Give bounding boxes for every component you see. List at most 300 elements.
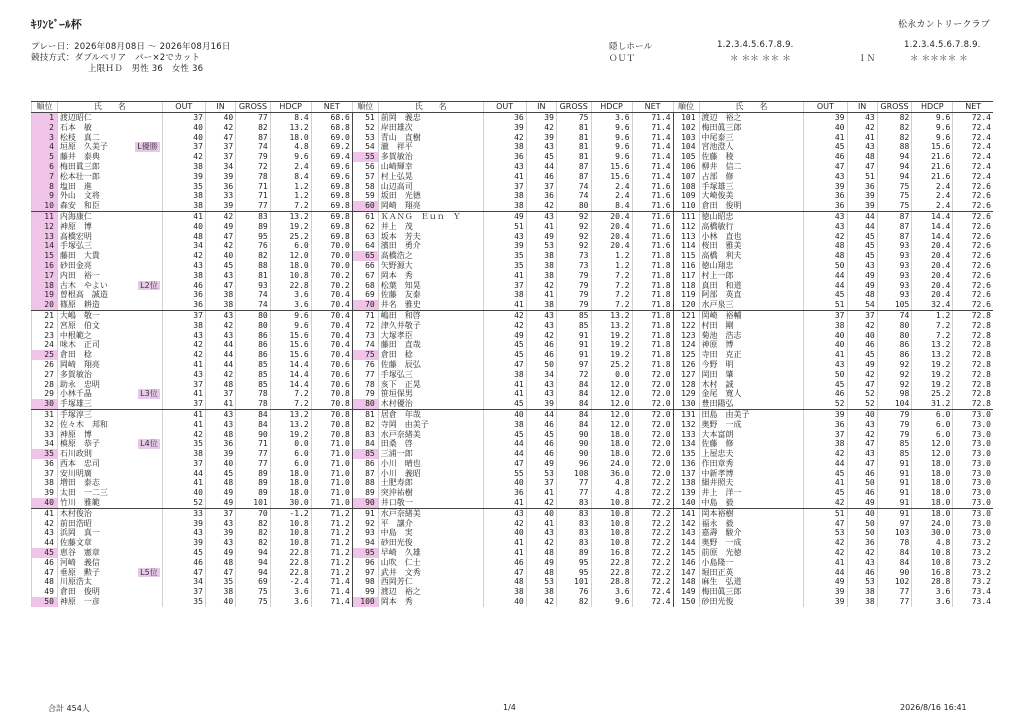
player-name-cell: 小林 直也 xyxy=(699,232,804,242)
out-score: 41 xyxy=(162,360,205,370)
in-score: 38 xyxy=(526,300,556,310)
handicap: 18.0 xyxy=(591,449,632,459)
gross-score: 92 xyxy=(877,380,912,390)
player-name-cell: 渡辺 裕之 xyxy=(699,113,804,123)
rank-cell: 29 xyxy=(32,389,58,399)
rank-cell: 4 xyxy=(32,142,58,152)
gross-score: 79 xyxy=(556,281,591,291)
rank-cell: 72 xyxy=(352,321,378,331)
handicap: 19.2 xyxy=(912,370,953,380)
net-score: 71.0 xyxy=(311,449,352,459)
in-score: 46 xyxy=(526,449,556,459)
net-score: 71.8 xyxy=(632,340,673,350)
rank-cell: 1 xyxy=(32,113,58,123)
player-name-cell: 浜岡 真一 xyxy=(57,528,162,538)
in-score: 44 xyxy=(847,211,877,221)
net-score: 71.6 xyxy=(632,222,673,232)
handicap: 3.6 xyxy=(270,300,311,310)
player-name-cell: 岡本裕樹 xyxy=(699,508,804,518)
out-score: 47 xyxy=(804,519,847,529)
player-name: 垣原 久美子 xyxy=(59,142,108,152)
out-score: 40 xyxy=(804,123,847,133)
out-score: 45 xyxy=(804,290,847,300)
player-name-cell: 坂田 光德 xyxy=(378,191,483,201)
table-row xyxy=(32,430,994,440)
in-score: 44 xyxy=(526,162,556,172)
in-score: 50 xyxy=(847,528,877,538)
gross-score: 92 xyxy=(877,360,912,370)
gross-score: 84 xyxy=(556,420,591,430)
net-score: 72.6 xyxy=(953,281,993,291)
in-score: 43 xyxy=(526,211,556,221)
gross-score: 83 xyxy=(556,508,591,518)
gross-score: 82 xyxy=(877,133,912,143)
gross-score: 79 xyxy=(877,420,912,430)
handicap: 7.2 xyxy=(270,201,311,211)
player-name-cell: 多賀敏治 xyxy=(57,370,162,380)
in-score: 43 xyxy=(526,528,556,538)
in-score: 48 xyxy=(205,478,235,488)
handicap: 14.4 xyxy=(912,222,953,232)
player-name-cell: 笹垣保男 xyxy=(378,389,483,399)
gross-score: 90 xyxy=(236,430,271,440)
gross-score: 97 xyxy=(877,519,912,529)
in-score: 38 xyxy=(205,300,235,310)
player-name-cell: 恵谷 憲章 xyxy=(57,548,162,558)
handicap: 18.0 xyxy=(270,469,311,479)
handicap: 20.4 xyxy=(912,281,953,291)
out-score: 39 xyxy=(804,597,847,607)
handicap: 6.0 xyxy=(912,409,953,419)
net-score: 70.4 xyxy=(311,331,352,341)
net-score: 72.0 xyxy=(632,409,673,419)
handicap: 2.4 xyxy=(591,191,632,201)
gross-score: 82 xyxy=(877,113,912,123)
column-header: NET xyxy=(953,102,993,113)
in-score: 40 xyxy=(847,508,877,518)
handicap: 18.0 xyxy=(270,261,311,271)
out-score: 38 xyxy=(483,420,526,430)
out-score: 46 xyxy=(162,558,205,568)
player-name-cell: 細井照夫 xyxy=(699,478,804,488)
player-name-cell: 田桑 啓 xyxy=(378,439,483,449)
net-score: 69.2 xyxy=(311,142,352,152)
player-name-cell: 竹川 雅範 xyxy=(57,498,162,508)
rank-cell: 150 xyxy=(673,597,699,607)
rank-cell: 130 xyxy=(673,399,699,409)
out-score: 40 xyxy=(483,409,526,419)
player-name-cell: 田島 由美子 xyxy=(699,409,804,419)
handicap: 25.2 xyxy=(270,232,311,242)
out-score: 44 xyxy=(804,459,847,469)
in-score: 47 xyxy=(205,232,235,242)
rank-cell: 53 xyxy=(352,133,378,143)
rank-cell: 47 xyxy=(32,568,58,578)
handicap: 19.2 xyxy=(912,380,953,390)
in-score: 49 xyxy=(526,558,556,568)
player-name-cell: 占部 修 xyxy=(699,172,804,182)
table-row xyxy=(32,508,994,518)
player-name-cell: 木村優治 xyxy=(378,399,483,409)
gross-score: 84 xyxy=(556,409,591,419)
player-name-cell: 西本 忠司 xyxy=(57,459,162,469)
rank-cell: 54 xyxy=(352,142,378,152)
out-score: 47 xyxy=(483,459,526,469)
rank-cell: 88 xyxy=(352,478,378,488)
rank-cell: 129 xyxy=(673,389,699,399)
handicap: 19.2 xyxy=(270,222,311,232)
net-score: 71.4 xyxy=(311,597,352,607)
table-header xyxy=(32,102,994,113)
handicap: 10.8 xyxy=(591,498,632,508)
player-name-cell: 砂田金亮 xyxy=(57,261,162,271)
total-players: 合計 454人 xyxy=(48,704,90,713)
gross-score: 75 xyxy=(877,191,912,201)
ladies-rank-badge: L5位 xyxy=(140,567,158,577)
out-score: 41 xyxy=(804,558,847,568)
handicap: 12.0 xyxy=(591,389,632,399)
gross-score: 82 xyxy=(556,597,591,607)
net-score: 72.2 xyxy=(632,498,673,508)
handicap: 10.8 xyxy=(270,271,311,281)
rank-cell: 38 xyxy=(32,478,58,488)
rank-cell: 60 xyxy=(352,201,378,211)
player-name-cell: 岡崎 翔亮 xyxy=(57,360,162,370)
column-header: 氏 名 xyxy=(57,102,162,113)
out-score: 38 xyxy=(483,191,526,201)
player-name-cell: 金尾 寛人 xyxy=(699,389,804,399)
handicap: 12.0 xyxy=(591,399,632,409)
net-score: 70.2 xyxy=(311,281,352,291)
rank-cell: 123 xyxy=(673,331,699,341)
out-score: 37 xyxy=(162,459,205,469)
table-row xyxy=(32,439,994,449)
gross-score: 75 xyxy=(236,597,271,607)
net-score: 73.0 xyxy=(953,449,993,459)
handicap: 1.2 xyxy=(591,251,632,261)
club-name: 松永カントリークラブ xyxy=(898,20,991,30)
gross-score: 91 xyxy=(877,459,912,469)
table-row xyxy=(32,142,994,152)
in-score: 46 xyxy=(847,340,877,350)
handicap: 20.4 xyxy=(912,290,953,300)
table-row xyxy=(32,449,994,459)
net-score: 71.6 xyxy=(632,191,673,201)
rank-cell: 5 xyxy=(32,152,58,162)
rank-cell: 145 xyxy=(673,548,699,558)
net-score: 73.0 xyxy=(953,459,993,469)
column-header: HDCP xyxy=(270,102,311,113)
rank-cell: 48 xyxy=(32,577,58,587)
in-score: 43 xyxy=(205,538,235,548)
rank-cell: 100 xyxy=(352,597,378,607)
net-score: 71.8 xyxy=(632,251,673,261)
in-score: 38 xyxy=(526,261,556,271)
out-score: 51 xyxy=(483,222,526,232)
net-score: 71.0 xyxy=(311,488,352,498)
out-score: 41 xyxy=(804,133,847,143)
out-score: 41 xyxy=(162,478,205,488)
gross-score: 74 xyxy=(236,142,271,152)
handicap: 9.6 xyxy=(912,133,953,143)
in-score: 40 xyxy=(847,331,877,341)
gross-score: 78 xyxy=(236,172,271,182)
gross-score: 91 xyxy=(877,498,912,508)
rank-cell: 109 xyxy=(673,191,699,201)
handicap: 19.2 xyxy=(591,340,632,350)
handicap: 18.0 xyxy=(912,478,953,488)
rank-cell: 110 xyxy=(673,201,699,211)
player-name-cell: 安川明廣 xyxy=(57,469,162,479)
in-score: 42 xyxy=(205,241,235,251)
handicap: 3.6 xyxy=(270,290,311,300)
gross-score: 91 xyxy=(556,331,591,341)
net-score: 73.0 xyxy=(953,430,993,440)
player-name-cell: 中尾泰三 xyxy=(699,133,804,143)
gross-score: 82 xyxy=(236,528,271,538)
net-score: 68.8 xyxy=(311,123,352,133)
in-score: 49 xyxy=(526,459,556,469)
player-name-cell: 井上 洋一 xyxy=(699,488,804,498)
out-score: 43 xyxy=(483,232,526,242)
net-score: 71.4 xyxy=(632,142,673,152)
rank-cell: 30 xyxy=(32,399,58,409)
handicap: 14.4 xyxy=(912,232,953,242)
handicap: 22.8 xyxy=(591,568,632,578)
gross-score: 93 xyxy=(877,261,912,271)
rank-cell: 76 xyxy=(352,360,378,370)
out-score: 45 xyxy=(804,469,847,479)
rank-cell: 136 xyxy=(673,459,699,469)
net-score: 72.0 xyxy=(632,380,673,390)
handicap: 6.0 xyxy=(270,241,311,251)
net-score: 72.4 xyxy=(632,597,673,607)
net-score: 71.0 xyxy=(311,459,352,469)
in-score: 38 xyxy=(205,587,235,597)
handicap: 9.6 xyxy=(591,123,632,133)
in-score: 38 xyxy=(526,271,556,281)
rank-cell: 119 xyxy=(673,290,699,300)
handicap: 1.2 xyxy=(912,310,953,320)
out-score: 43 xyxy=(804,222,847,232)
in-score: 36 xyxy=(847,538,877,548)
gross-score: 94 xyxy=(236,558,271,568)
column-header: OUT xyxy=(483,102,526,113)
out-score: 42 xyxy=(804,538,847,548)
player-name-cell: 三浦一郎 xyxy=(378,449,483,459)
gross-score: 82 xyxy=(236,123,271,133)
in-score: 45 xyxy=(205,261,235,271)
out-score: 37 xyxy=(162,310,205,320)
net-score: 71.0 xyxy=(311,469,352,479)
player-name-cell: 内海康仁 xyxy=(57,211,162,221)
handicap: 20.4 xyxy=(591,211,632,221)
net-score: 70.4 xyxy=(311,340,352,350)
player-name-cell: 木村 誠 xyxy=(699,380,804,390)
out-score: 42 xyxy=(483,310,526,320)
out-score: 41 xyxy=(162,389,205,399)
out-score: 51 xyxy=(804,300,847,310)
in-score: 53 xyxy=(847,577,877,587)
handicap: 25.2 xyxy=(912,389,953,399)
gross-score: 95 xyxy=(236,232,271,242)
in-score: 39 xyxy=(847,201,877,211)
player-name-cell: 助永 忠明 xyxy=(57,380,162,390)
net-score: 70.8 xyxy=(311,430,352,440)
handicap: 13.2 xyxy=(270,409,311,419)
player-name-cell: 佐藤 修 xyxy=(699,439,804,449)
handicap: 13.2 xyxy=(270,123,311,133)
handicap: 18.0 xyxy=(591,439,632,449)
rank-cell: 57 xyxy=(352,172,378,182)
in-score: 42 xyxy=(205,370,235,380)
handicap: 24.0 xyxy=(912,519,953,529)
gross-score: 101 xyxy=(556,577,591,587)
in-score: 36 xyxy=(847,182,877,192)
rank-cell: 116 xyxy=(673,261,699,271)
net-score: 72.6 xyxy=(953,241,993,251)
player-name-cell: 河崎 義信 xyxy=(57,558,162,568)
gross-score: 77 xyxy=(236,449,271,459)
handicap: 14.4 xyxy=(270,380,311,390)
out-score: 40 xyxy=(804,340,847,350)
gross-score: 80 xyxy=(236,321,271,331)
gross-score: 84 xyxy=(877,558,912,568)
player-name-cell: 中島 実 xyxy=(378,528,483,538)
net-score: 70.0 xyxy=(311,261,352,271)
in-score: 44 xyxy=(205,340,235,350)
rank-cell: 141 xyxy=(673,508,699,518)
in-score: 38 xyxy=(526,251,556,261)
player-name-cell: 渡辺昭仁 xyxy=(57,113,162,123)
out-score: 42 xyxy=(483,519,526,529)
table-row xyxy=(32,251,994,261)
player-name-cell: 倉田 稔 xyxy=(378,350,483,360)
player-name-cell: 小島隆一 xyxy=(699,558,804,568)
handicap: 25.2 xyxy=(591,360,632,370)
handicap: 1.2 xyxy=(270,182,311,192)
gross-score: 89 xyxy=(556,548,591,558)
in-score: 43 xyxy=(526,321,556,331)
handicap: -2.4 xyxy=(270,577,311,587)
player-name-cell: 味木 正司 xyxy=(57,340,162,350)
column-header: IN xyxy=(847,102,877,113)
table-row xyxy=(32,350,994,360)
out-score: 42 xyxy=(162,152,205,162)
table-row xyxy=(32,409,994,419)
column-header: GROSS xyxy=(877,102,912,113)
net-score: 72.0 xyxy=(632,420,673,430)
gross-score: 74 xyxy=(877,310,912,320)
player-name-cell: 倉田 稔 xyxy=(57,350,162,360)
gross-score: 101 xyxy=(236,498,271,508)
handicap: 30.0 xyxy=(270,498,311,508)
net-score: 69.8 xyxy=(311,211,352,221)
gross-score: 74 xyxy=(556,191,591,201)
handicap: 20.4 xyxy=(591,232,632,242)
column-header: OUT xyxy=(804,102,847,113)
net-score: 71.2 xyxy=(311,568,352,578)
handicap: 18.0 xyxy=(591,430,632,440)
table-row xyxy=(32,459,994,469)
handicap: 32.4 xyxy=(912,300,953,310)
gross-score: 87 xyxy=(556,162,591,172)
handicap: 10.8 xyxy=(591,508,632,518)
rank-cell: 148 xyxy=(673,577,699,587)
in-score: 38 xyxy=(847,597,877,607)
gross-score: 83 xyxy=(556,498,591,508)
handicap: 18.0 xyxy=(912,498,953,508)
out-score: 37 xyxy=(162,399,205,409)
out-score: 39 xyxy=(162,538,205,548)
net-score: 70.2 xyxy=(311,271,352,281)
gross-score: 86 xyxy=(877,340,912,350)
out-score: 36 xyxy=(804,201,847,211)
player-name-cell: 岡崎 翔亮 xyxy=(378,201,483,211)
in-score: 38 xyxy=(205,290,235,300)
handicap: 10.8 xyxy=(270,528,311,538)
out-score: 42 xyxy=(162,350,205,360)
out-score: 41 xyxy=(804,478,847,488)
player-name-cell: 作田章秀 xyxy=(699,459,804,469)
handicap: 4.8 xyxy=(270,142,311,152)
player-name-cell xyxy=(57,439,162,449)
gross-score: 84 xyxy=(556,399,591,409)
rank-cell: 22 xyxy=(32,321,58,331)
rank-cell: 51 xyxy=(352,113,378,123)
net-score: 69.8 xyxy=(311,201,352,211)
net-score: 73.0 xyxy=(953,420,993,430)
net-score: 72.0 xyxy=(632,399,673,409)
out-score: 45 xyxy=(483,340,526,350)
table-row xyxy=(32,420,994,430)
gross-score: 82 xyxy=(236,538,271,548)
gross-score: 89 xyxy=(236,469,271,479)
in-score: 43 xyxy=(526,142,556,152)
player-name-cell: 神原 一彦 xyxy=(57,597,162,607)
handicap-limit: 上限ＨＤ 男性 36 女性 36 xyxy=(88,64,204,74)
player-name-cell: 木村俊治 xyxy=(57,508,162,518)
gross-score: 85 xyxy=(877,449,912,459)
handicap: 19.2 xyxy=(270,430,311,440)
in-score: 37 xyxy=(205,142,235,152)
net-score: 73.0 xyxy=(953,488,993,498)
gross-score: 80 xyxy=(556,201,591,211)
rank-cell: 126 xyxy=(673,360,699,370)
player-name-cell: 大本富朗 xyxy=(699,430,804,440)
handicap: 10.8 xyxy=(912,548,953,558)
column-header: HDCP xyxy=(912,102,953,113)
player-name-cell: 大塚孝臣 xyxy=(378,331,483,341)
net-score: 72.4 xyxy=(953,162,993,172)
gross-score: 84 xyxy=(877,548,912,558)
player-name-cell: 村田 剛 xyxy=(699,321,804,331)
gross-score: 71 xyxy=(236,439,271,449)
out-score: 44 xyxy=(804,568,847,578)
rank-cell: 10 xyxy=(32,201,58,211)
net-score: 73.2 xyxy=(953,548,993,558)
net-score: 69.8 xyxy=(311,191,352,201)
net-score: 70.4 xyxy=(311,321,352,331)
handicap: 15.6 xyxy=(912,142,953,152)
player-name-cell: 高橋宏明 xyxy=(57,232,162,242)
table-row xyxy=(32,568,994,578)
rank-cell: 113 xyxy=(673,232,699,242)
rank-cell: 90 xyxy=(352,498,378,508)
rank-cell: 31 xyxy=(32,409,58,419)
rank-cell: 81 xyxy=(352,409,378,419)
in-score: 42 xyxy=(526,123,556,133)
